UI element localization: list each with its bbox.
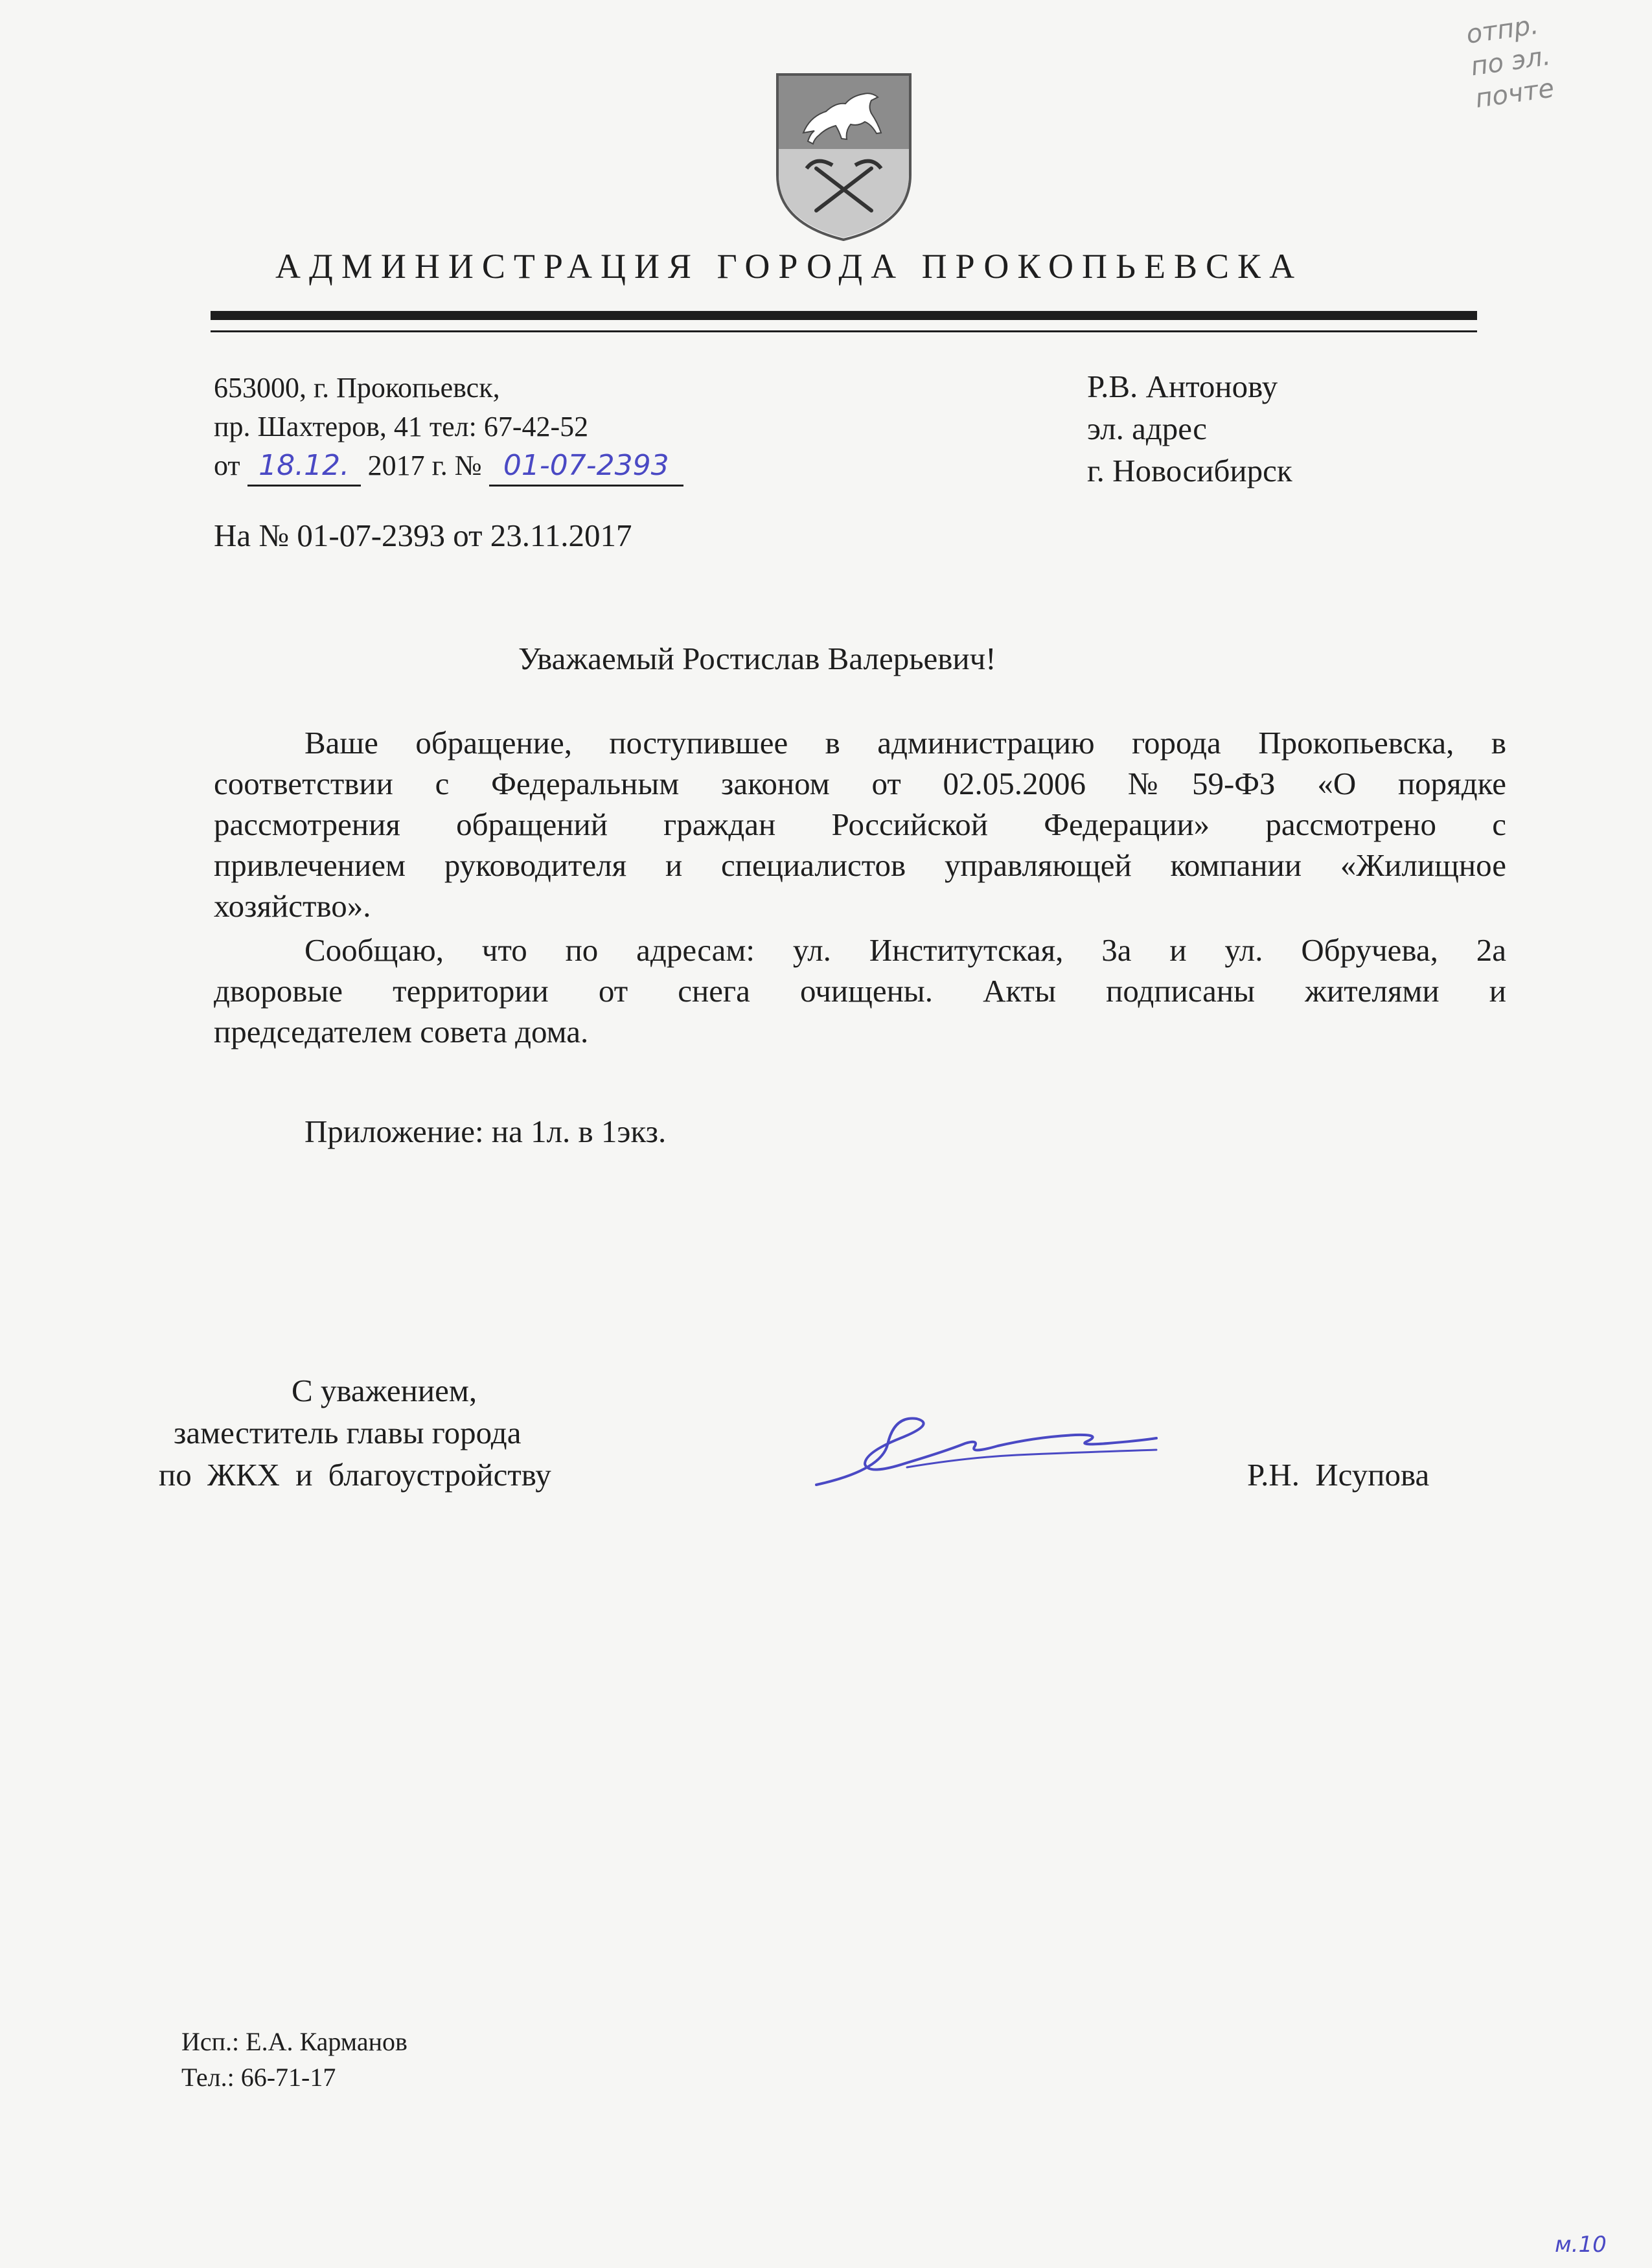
number-field <box>489 447 683 487</box>
signer-name: Р.Н. Исупова <box>1247 1457 1430 1493</box>
date-prefix: от <box>214 450 240 481</box>
paragraph-line: дворовые территории от снега очищены. Акты подписаны жителями и <box>214 973 1506 1009</box>
paragraph-2 <box>214 930 1506 1052</box>
paragraph-text: Сообщаю, что по адресам: ул. Институтская, 3а и ул. Обручева, 2а <box>304 932 1506 968</box>
outgoing-registration <box>214 447 683 487</box>
paragraph-1 <box>214 722 1506 926</box>
attachment-note: Приложение: на 1л. в 1экз. <box>304 1114 667 1149</box>
closing: С уважением, <box>292 1373 477 1408</box>
sender-address-line2: пр. Шахтеров, 41 тел: 67-42-52 <box>214 411 589 442</box>
city-coat-of-arms-icon <box>774 71 913 243</box>
paragraph-line: привлечением руководителя и специалистов управляющей компании «Жилищное <box>214 847 1506 883</box>
executor-phone: Тел.: 66-71-17 <box>181 2063 336 2092</box>
handwritten-number: 01-07-2393 <box>503 449 669 482</box>
recipient-name: Р.В. Антонову <box>1087 369 1278 404</box>
paragraph-text: Ваше обращение, поступившее в администрацию города Прокопьевска, в <box>304 725 1506 761</box>
paragraph-line <box>214 930 1506 970</box>
margin-note <box>1464 8 1557 115</box>
handwritten-date: 18.12. <box>258 449 350 482</box>
margin-note-line: отпр. <box>1464 10 1541 50</box>
handwritten-signature <box>803 1399 1166 1496</box>
paragraph-line: соответствии с Федеральным законом от 02.05.2006 №59-ФЗ «О порядке <box>214 766 1506 801</box>
signer-position-line1: заместитель главы города <box>174 1415 522 1450</box>
header-rule-thick <box>211 311 1477 320</box>
organization-title: АДМИНИСТРАЦИЯ ГОРОДА ПРОКОПЬЕВСКА <box>275 247 1303 286</box>
paragraph-line: рассмотрения обращений граждан Российской Федерации» рассмотрено с <box>214 807 1506 842</box>
year-label: 2017 г. № <box>367 450 482 481</box>
recipient-line2: эл. адрес <box>1087 411 1207 446</box>
margin-note-line: почте <box>1473 73 1556 114</box>
corner-mark: м.10 <box>1555 2232 1607 2258</box>
sender-address-line1: 653000, г. Прокопьевск, <box>214 372 500 404</box>
reference-number: На № 01-07-2393 от 23.11.2017 <box>214 518 632 553</box>
paragraph-line: председателем совета дома. <box>214 1014 589 1049</box>
margin-note-line: по эл. <box>1469 41 1553 82</box>
recipient-city: г. Новосибирск <box>1087 453 1292 488</box>
date-field <box>247 447 361 487</box>
signer-position-line2: по ЖКХ и благоустройству <box>159 1457 551 1493</box>
header-rule-thin <box>211 330 1477 332</box>
paragraph-line: хозяйство». <box>214 888 371 924</box>
salutation: Уважаемый Ростислав Валерьевич! <box>518 641 996 676</box>
paragraph-line <box>214 722 1506 763</box>
executor: Исп.: Е.А. Карманов <box>181 2027 407 2056</box>
